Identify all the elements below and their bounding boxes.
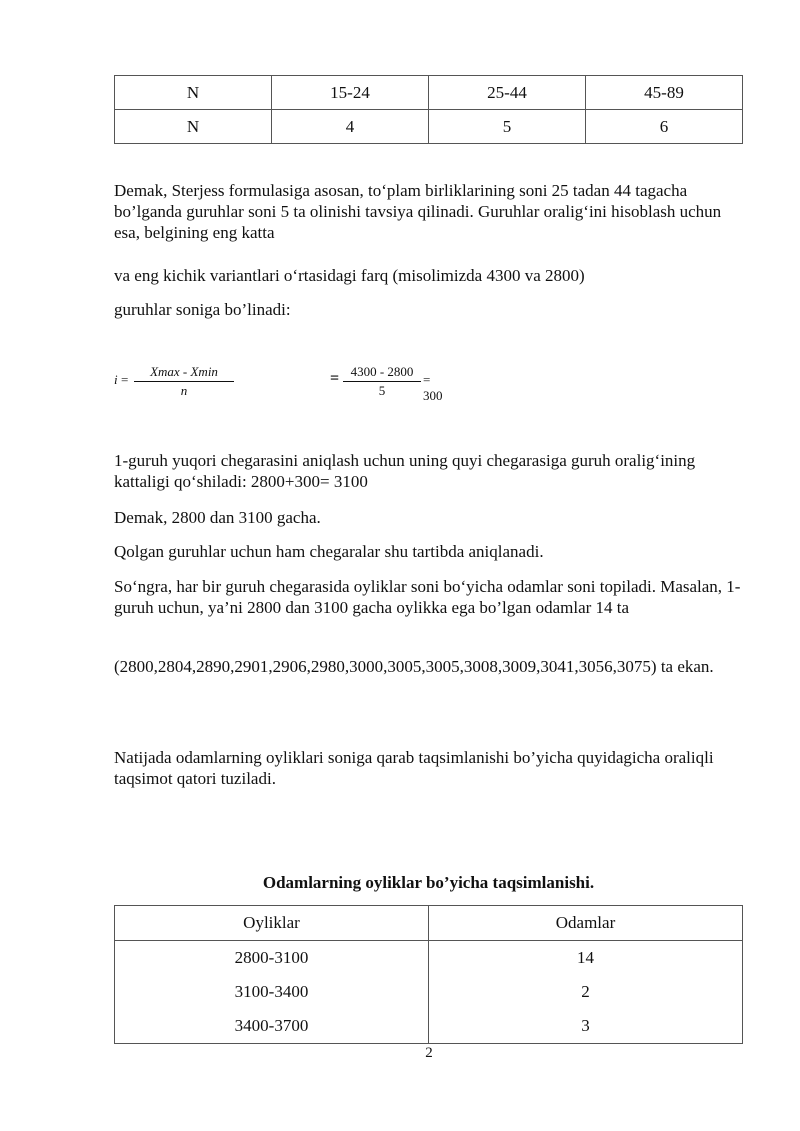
table-caption: Odamlarning oyliklar bo’yicha taqsimlanishi. [262,873,595,892]
fraction-bar [343,381,421,382]
formula-result: = 300 [423,372,443,403]
paragraph-range: Demak, 2800 dan 3100 gacha. [114,508,321,527]
formula-fraction-numeric [343,364,421,399]
paragraph-values: (2800,2804,2890,2901,2906,2980,3000,3005,3005,3008,3009,3041,3056,3075) ta ekan. [114,657,714,676]
column-header: Oyliklar [115,906,429,941]
table-row [115,1009,743,1044]
table-cell: 2800-3100 [115,941,429,976]
paragraph-sturges: Demak, Sterjess formulasiga asosan, to‘plam birliklarining soni 25 tadan 44 tagacha bo’lganda guruhlar soni 5 ta olinishi tavsiya qilinadi. Guruhlar oralig‘ini hisoblash uchun esa, belgining eng katta [114,181,722,242]
table-cell: 15-24 [272,76,429,110]
group-count-table [114,75,743,144]
table-cell: 14 [429,941,743,976]
distribution-table [114,905,743,1044]
formula-fraction-symbolic [134,364,234,399]
paragraph-upper-bound: 1-guruh yuqori chegarasini aniqlash uchun uning quyi chegarasiga guruh oralig‘ining kattaligi qo‘shiladi: 2800+300= 3100 [114,451,696,491]
fraction-denominator: n [180,383,188,398]
table-row [115,975,743,1009]
formula-equals: = [121,372,129,387]
table-cell: N [115,110,272,144]
fraction-bar [134,381,234,382]
paragraph-variants: va eng kichik variantlari o‘rtasidagi farq (misolimizda 4300 va 2800) [114,266,585,285]
fraction-numerator: 4300 - 2800 [350,364,414,379]
formula-lhs: i [114,372,118,387]
table-row [115,941,743,976]
table-cell: 3100-3400 [115,975,429,1009]
table-row [115,110,743,144]
table-cell: 6 [586,110,743,144]
paragraph-result: Natijada odamlarning oyliklari soniga qarab taqsimlanishi bo’yicha quyidagicha oraliqli taqsimot qatori tuziladi. [114,748,714,788]
interval-formula [114,362,443,403]
fraction-denominator: 5 [378,383,386,398]
table-cell: 3 [429,1009,743,1044]
table-cell: 2 [429,975,743,1009]
table-cell: 25-44 [429,76,586,110]
paragraph-divided: guruhlar soniga bo’linadi: [114,300,291,319]
paragraph-count: So‘ngra, har bir guruh chegarasida oyliklar soni bo‘yicha odamlar soni topiladi. Masalan, 1-guruh uchun, ya’ni 2800 dan 3100 gacha oylikka ega bo’lgan odamlar 14 ta [114,577,741,617]
paragraph-remaining: Qolgan guruhlar uchun ham chegaralar shu tartibda aniqlanadi. [114,542,544,561]
formula-equals-bold: = [330,370,340,387]
table-cell: 5 [429,110,586,144]
table-cell: 4 [272,110,429,144]
table-cell: N [115,76,272,110]
fraction-numerator: Xmax - Xmin [150,364,218,379]
column-header: Odamlar [429,906,743,941]
table-cell: 45-89 [586,76,743,110]
table-cell: 3400-3700 [115,1009,429,1044]
table-header-row [115,906,743,941]
table-row [115,76,743,110]
page-number: 2 [425,1045,433,1061]
